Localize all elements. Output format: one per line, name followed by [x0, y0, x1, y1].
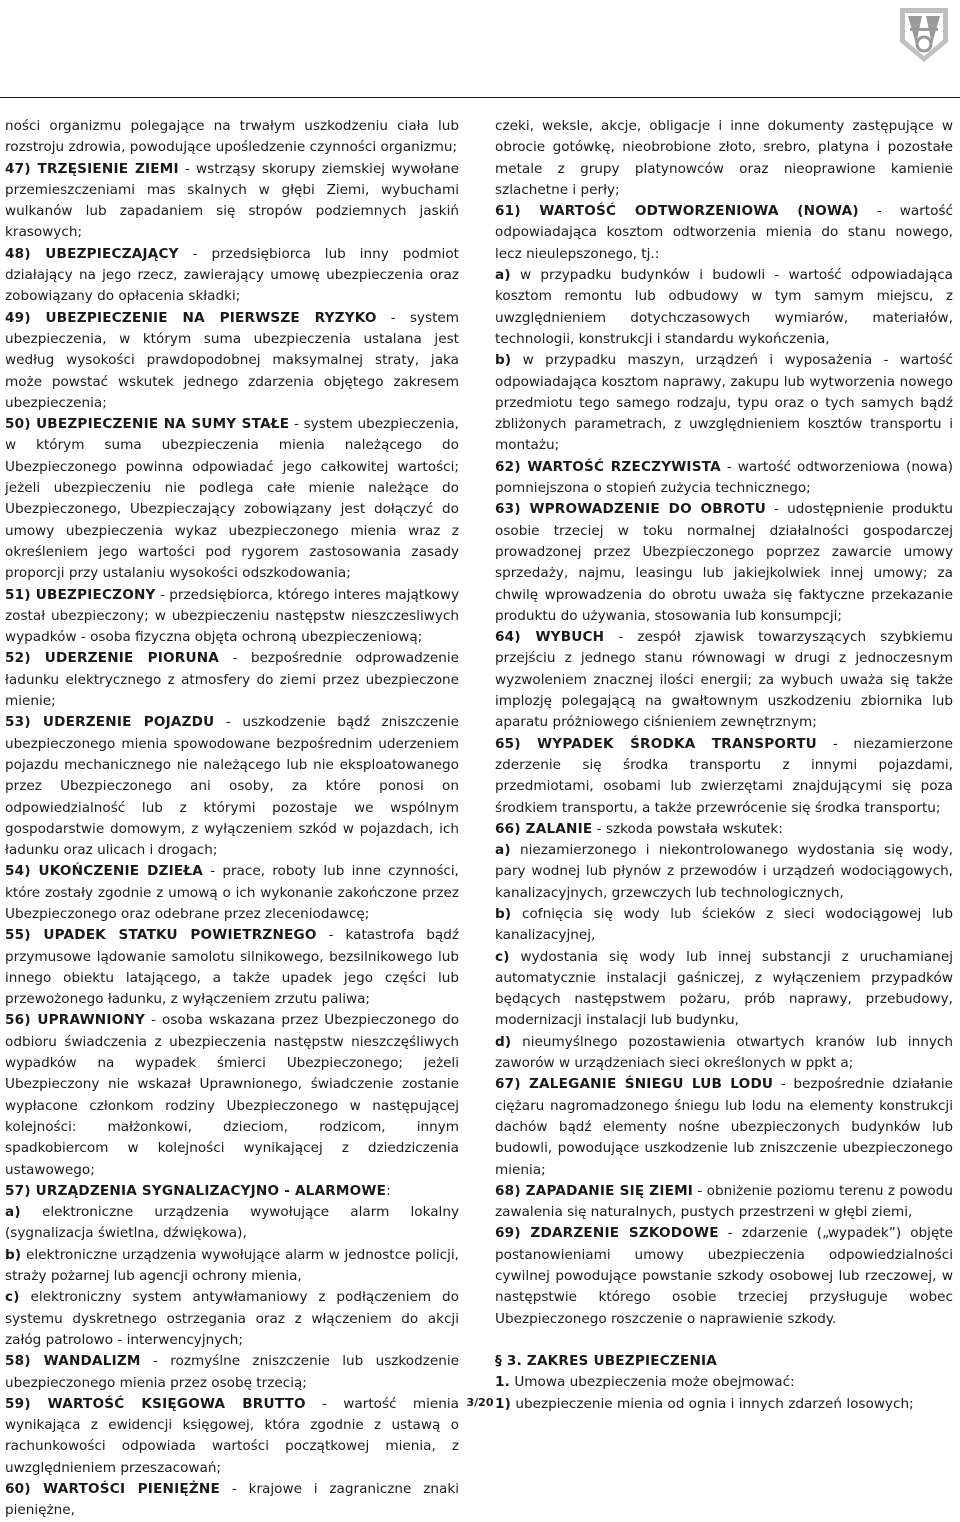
- definition-paragraph: [5, 925, 459, 1010]
- definition-term: 54) UKOŃCZENIE DZIEŁA: [5, 863, 204, 880]
- definition-term: 60) WARTOŚCI PIENIĘŻNE: [5, 1481, 220, 1497]
- definition-text: - zespół zjawisk towarzyszących szybkiemu przejściu z jednego stanu równowagi w drugi z jednoczesnym wyzwoleniem znacznej ilości energii; za wybuch uważa się także implozję polegającą na gwałtownym uszkodzeniu zbiornika lub aparatu próżniowego ciśnieniem zewnętrznym;: [495, 629, 953, 731]
- definition-term: 68) ZAPADANIE SIĘ ZIEMI: [495, 1182, 694, 1199]
- definition-text: - przedsiębiorca lub inny podmiot działający na jego rzecz, zawierający umowę ubezpieczenia oraz zobowiązany do opłacenia składki;: [5, 245, 459, 305]
- definition-text: Umowa ubezpieczenia może obejmować:: [510, 1374, 795, 1391]
- definition-term: 47) TRZĘSIENIE ZIEMI: [5, 160, 179, 177]
- definition-text: - wartość mienia wynikająca z ewidencji księgowej, która zgodnie z ustawą o rachunkowości odpowiada wartości początkowej mienia, z uwzględnieniem przeszacowań;: [5, 1395, 459, 1476]
- header-rule: [0, 97, 960, 98]
- definition-term: 57) URZĄDZENIA SYGNALIZACYJNO - ALARMOWE: [5, 1182, 387, 1199]
- definition-paragraph: [495, 457, 953, 500]
- definition-text: - zdarzenie („wypadek”) objęte postanowieniami umowy ubezpieczenia odpowiedzialności cywilnej powodujące powstanie szkody osobowej lub rzeczowej, w następstwie którego osobie trzeciej przysługuje wobec Ubezpieczonego roszczenie o naprawienie szkody.: [495, 1225, 953, 1327]
- definition-paragraph: [495, 1074, 953, 1180]
- definition-text: czeki, weksle, akcje, obligacje i inne dokumenty zastępujące w obrocie gotówkę, nieobrobione złoto, srebro, platyna i pozostałe metale z grupy platynowców oraz nieoprawione kamienie szlachetne i perły;: [495, 118, 953, 198]
- definition-paragraph: [5, 244, 459, 308]
- definition-text: wydostania się wody lub innej substancji z uruchamianej automatycznie instalacji gaśniczej, z wyłączeniem przypadków będących następstwem pożaru, prób naprawy, przebudowy, modernizacji instalacji lub budynku,: [495, 948, 953, 1029]
- definition-term: d): [495, 1033, 512, 1050]
- definition-term: 62) WARTOŚĆ RZECZYWISTA: [495, 458, 721, 475]
- definition-paragraph: [5, 1202, 459, 1245]
- definition-paragraph: [495, 904, 953, 947]
- definition-text: - system ubezpieczenia, w którym suma ubezpieczenia mienia należącego do Ubezpieczonego powinna odpowiadać jego całkowitej wartości; jeżeli ubezpieczeniu nie podlega całe mienie należące do Ubezpieczonego, Ubezpieczający zobowiązany jest dołączyć do umowy ubezpieczenia wykaz ubezpieczonego mienia wraz z określeniem jego wartości pod rygorem zastosowania zasady proporcji przy ustalaniu wysokości odszkodowania;: [5, 416, 460, 582]
- definition-paragraph: [495, 1181, 953, 1224]
- definition-text: - wartość odpowiadająca kosztom odtworzenia mienia do stanu nowego, lecz nieulepszonego, tj.:: [495, 203, 953, 262]
- definition-text: :: [386, 1182, 391, 1199]
- definition-term: 56) UPRAWNIONY: [5, 1012, 145, 1029]
- definition-paragraph: [495, 734, 953, 819]
- definition-paragraph: [495, 1372, 953, 1393]
- definition-term: b): [495, 352, 512, 369]
- definition-paragraph: [5, 861, 459, 925]
- right-column: [495, 116, 953, 1415]
- definition-term: c): [5, 1289, 20, 1306]
- definition-paragraph: [495, 1223, 953, 1329]
- definition-paragraph: [5, 1287, 459, 1351]
- definition-paragraph: [5, 116, 459, 159]
- definition-paragraph: [5, 308, 459, 414]
- definition-text: - uszkodzenie bądź zniszczenie ubezpieczonego mienia spowodowane bezpośrednim uderzeniem pojazdu mechanicznego nie należącego lub nie eksploatowanego przez Ubezpieczonego ani osoby, za które ponosi on odpowiedzialność lub z którymi pozostaje we wspólnym gospodarstwie domowym, z wyłączeniem szkód w pojazdach, ich ładunku oraz ulicach i drogach;: [5, 714, 459, 859]
- definition-term: 69) ZDARZENIE SZKODOWE: [495, 1225, 719, 1242]
- definition-term: 63) WPROWADZENIE DO OBROTU: [495, 501, 766, 518]
- left-column: [5, 116, 459, 1522]
- definition-term: 52) UDERZENIE PIORUNA: [5, 650, 219, 667]
- definition-paragraph: [5, 1351, 459, 1394]
- definition-text: - szkoda powstała wskutek:: [592, 820, 783, 837]
- definition-paragraph: [495, 947, 953, 1032]
- definition-text: - rozmyślne zniszczenie lub uszkodzenie ubezpieczonego mienia przez osobę trzecią;: [5, 1353, 460, 1391]
- definition-term: 66) ZALANIE: [495, 820, 593, 837]
- definition-term: c): [495, 948, 510, 965]
- definition-text: - prace, roboty lub inne czynności, które zostały zgodnie z umową o ich wykonanie zakończone przez Ubezpieczonego oraz odebrane przez zleceniodawcę;: [5, 863, 460, 922]
- definition-text: - przedsiębiorca, którego interes majątkowy został ubezpieczony; w ubezpieczeniu następstw nieszczesliwych wypadków - osoba fizyczna objęta ochroną ubezpieczeniową;: [5, 586, 460, 646]
- section-heading: [495, 1351, 953, 1372]
- definition-text: elektroniczny system antywłamaniowy z podłączeniem do systemu dyskretnego ostrzegania oraz z włączeniem do akcji załóg patrolowo - interwencyjnych;: [5, 1289, 459, 1348]
- definition-paragraph: [5, 159, 459, 244]
- definition-paragraph: [5, 648, 459, 712]
- definition-text: ubezpieczenie mienia od ognia i innych zdarzeń losowych;: [511, 1395, 914, 1412]
- definition-text: - obniżenie poziomu terenu z powodu zawalenia się naturalnych, pustych przestrzeni w głębi ziemi,: [495, 1182, 953, 1221]
- definition-paragraph: [5, 1479, 459, 1522]
- definition-text: - katastrofa bądź przymusowe lądowanie samolotu silnikowego, bezsilnikowego lub innego obiektu latającego, a także upadek jego części lub przewożonego ładunku, z wyłączeniem zrzutu paliwa;: [5, 927, 459, 1008]
- definition-term: a): [495, 267, 511, 284]
- definition-text: cofnięcia się wody lub ścieków z sieci wodociągowej lub kanalizacyjnej,: [495, 905, 953, 944]
- definition-text: - niezamierzone zderzenie się środka transportu z innymi pojazdami, przedmiotami, osobami lub zwierzętami znajdującymi się poza środkiem transportu, a także przewrócenie się środka transportu;: [495, 735, 953, 816]
- definition-paragraph: [495, 499, 953, 627]
- definition-term: 61) WARTOŚĆ ODTWORZENIOWA (NOWA): [495, 203, 859, 220]
- definition-text: - bezpośrednie działanie ciężaru nagromadzonego śniegu lub lodu na elementy konstrukcji dachów bądź elementy nośne ubezpieczonych budynków lub budowli, powodujące uszkodzenie lub zniszczenie ubezpieczonego mienia;: [495, 1076, 953, 1178]
- definition-paragraph: [495, 116, 953, 201]
- definition-paragraph: [5, 712, 459, 861]
- definition-text: - krajowe i zagraniczne znaki pieniężne,: [5, 1481, 459, 1519]
- definition-term: 65) WYPADEK ŚRODKA TRANSPORTU: [495, 735, 817, 752]
- definition-term: 55) UPADEK STATKU POWIETRZNEGO: [5, 927, 317, 944]
- definition-paragraph: [495, 1032, 953, 1075]
- definition-term: a): [5, 1204, 21, 1221]
- definition-term: a): [495, 842, 511, 859]
- definition-term: 50) UBEZPIECZENIE NA SUMY STAŁE: [5, 416, 290, 433]
- definition-term: 58) WANDALIZM: [5, 1353, 141, 1370]
- definition-term: 53) UDERZENIE POJAZDU: [5, 714, 215, 731]
- definition-paragraph: [5, 585, 459, 649]
- definition-text: elektroniczne urządzenia wywołujące alarm w jednostce policji, straży pożarnej lub agencji ochrony mienia,: [5, 1246, 459, 1285]
- definition-paragraph: [495, 627, 953, 733]
- definition-term: 59) WARTOŚĆ KSIĘGOWA BRUTTO: [5, 1395, 306, 1412]
- definition-term: 1): [495, 1395, 512, 1412]
- definition-term: b): [5, 1246, 22, 1263]
- definition-paragraph: [5, 1181, 459, 1202]
- definition-term: 64) WYBUCH: [495, 629, 605, 646]
- definition-text: - wartość odtworzeniowa (nowa) pomniejszona o stopień zużycia technicznego;: [495, 458, 954, 497]
- definition-text: - bezpośrednie odprowadzenie ładunku elektrycznego z atmosfery do ziemi przez ubezpieczone mienie;: [5, 650, 459, 710]
- definition-paragraph: [495, 819, 953, 840]
- company-logo: [896, 4, 952, 66]
- definition-text: - osoba wskazana przez Ubezpieczonego do odbioru świadczenia z ubezpieczenia następstw nieszczęśliwych wypadków na wypadek śmierci Ubezpieczonego; jeżeli Ubezpieczony nie wskazał Uprawnionego, świadczenie zostanie wypłacone członkom rodziny Ubezpieczonego w następującej kolejności: małżonkowi, dzieciom, rodzicom, innym spadkobiercom w kolejności wynikającej z dziedziczenia ustawowego;: [5, 1012, 460, 1178]
- definition-text: - udostępnienie produktu osobie trzeciej w toku normalnej działalności gospodarczej prowadzonej przez Ubezpieczonego poprzez zawarcie umowy sprzedaży, najmu, leasingu lub jakiejkolwiek innej umowy; za chwilę wprowadzenia do obrotu uważa się faktyczne przekazanie produktu do używania, stosowania lub konsumpcji;: [495, 501, 953, 624]
- definition-text: nieumyślnego pozostawienia otwartych kranów lub innych zaworów w urządzeniach sieci określonych w ppkt a;: [495, 1033, 953, 1072]
- definition-term: 49) UBEZPIECZENIE NA PIERWSZE RYZYKO: [5, 309, 377, 326]
- definition-text: - wstrząsy skorupy ziemskiej wywołane przemieszczeniami mas skalnych w głębi Ziemi, wybuchami wulkanów lub zapadaniem się stropów podziemnych jaskiń krasowych;: [5, 160, 460, 241]
- definition-term: 48) UBEZPIECZAJĄCY: [5, 245, 179, 262]
- definition-term: 51) UBEZPIECZONY: [5, 586, 156, 603]
- page-number: 3/20: [466, 1396, 494, 1409]
- definition-paragraph: [5, 1010, 459, 1180]
- definition-paragraph: [5, 1245, 459, 1288]
- definition-paragraph: [495, 265, 953, 350]
- definition-term: 67) ZALEGANIE ŚNIEGU LUB LODU: [495, 1076, 774, 1093]
- definition-text: ności organizmu polegające na trwałym uszkodzeniu ciała lub rozstroju zdrowia, powodujące upośledzenie czynności organizmu;: [5, 118, 459, 156]
- definition-text: w przypadku maszyn, urządzeń i wyposażenia - wartość odpowiadająca kosztom naprawy, zakupu lub wytworzenia nowego przedmiotu tego samego rodzaju, typu oraz o tych samych bądź zbliżonych parametrach, z uwzględnieniem kosztów transportu i montażu;: [495, 352, 953, 454]
- definition-term: § 3. ZAKRES UBEZPIECZENIA: [495, 1352, 717, 1369]
- definition-term: 1.: [495, 1374, 511, 1391]
- definition-paragraph: [495, 840, 953, 904]
- definition-term: b): [495, 905, 512, 922]
- definition-text: elektroniczne urządzenia wywołujące alarm lokalny (sygnalizacja świetlna, dźwiękowa),: [5, 1204, 459, 1242]
- definition-text: w przypadku budynków i budowli - wartość odpowiadająca kosztom remontu lub odbudowy w tym samym miejscu, z uwzględnieniem dotychczasowych wymiarów, materiałów, technologii, konstrukcji i standardu wykończenia,: [495, 267, 953, 347]
- definition-paragraph: [495, 350, 953, 456]
- definition-paragraph: [495, 201, 953, 265]
- definition-text: niezamierzonego i niekontrolowanego wydostania się wody, pary wodnej lub płynów z przewodów i urządzeń wodociągowych, kanalizacyjnych, grzewczych lub technologicznych,: [495, 842, 953, 901]
- definition-paragraph: [5, 414, 459, 584]
- definition-text: - system ubezpieczenia, w którym suma ubezpieczenia ustalana jest według wysokości prawdopodobnej maksymalnej straty, jaka może powstać wskutek jednego zdarzenia objętego zakresem ubezpieczenia;: [5, 309, 459, 411]
